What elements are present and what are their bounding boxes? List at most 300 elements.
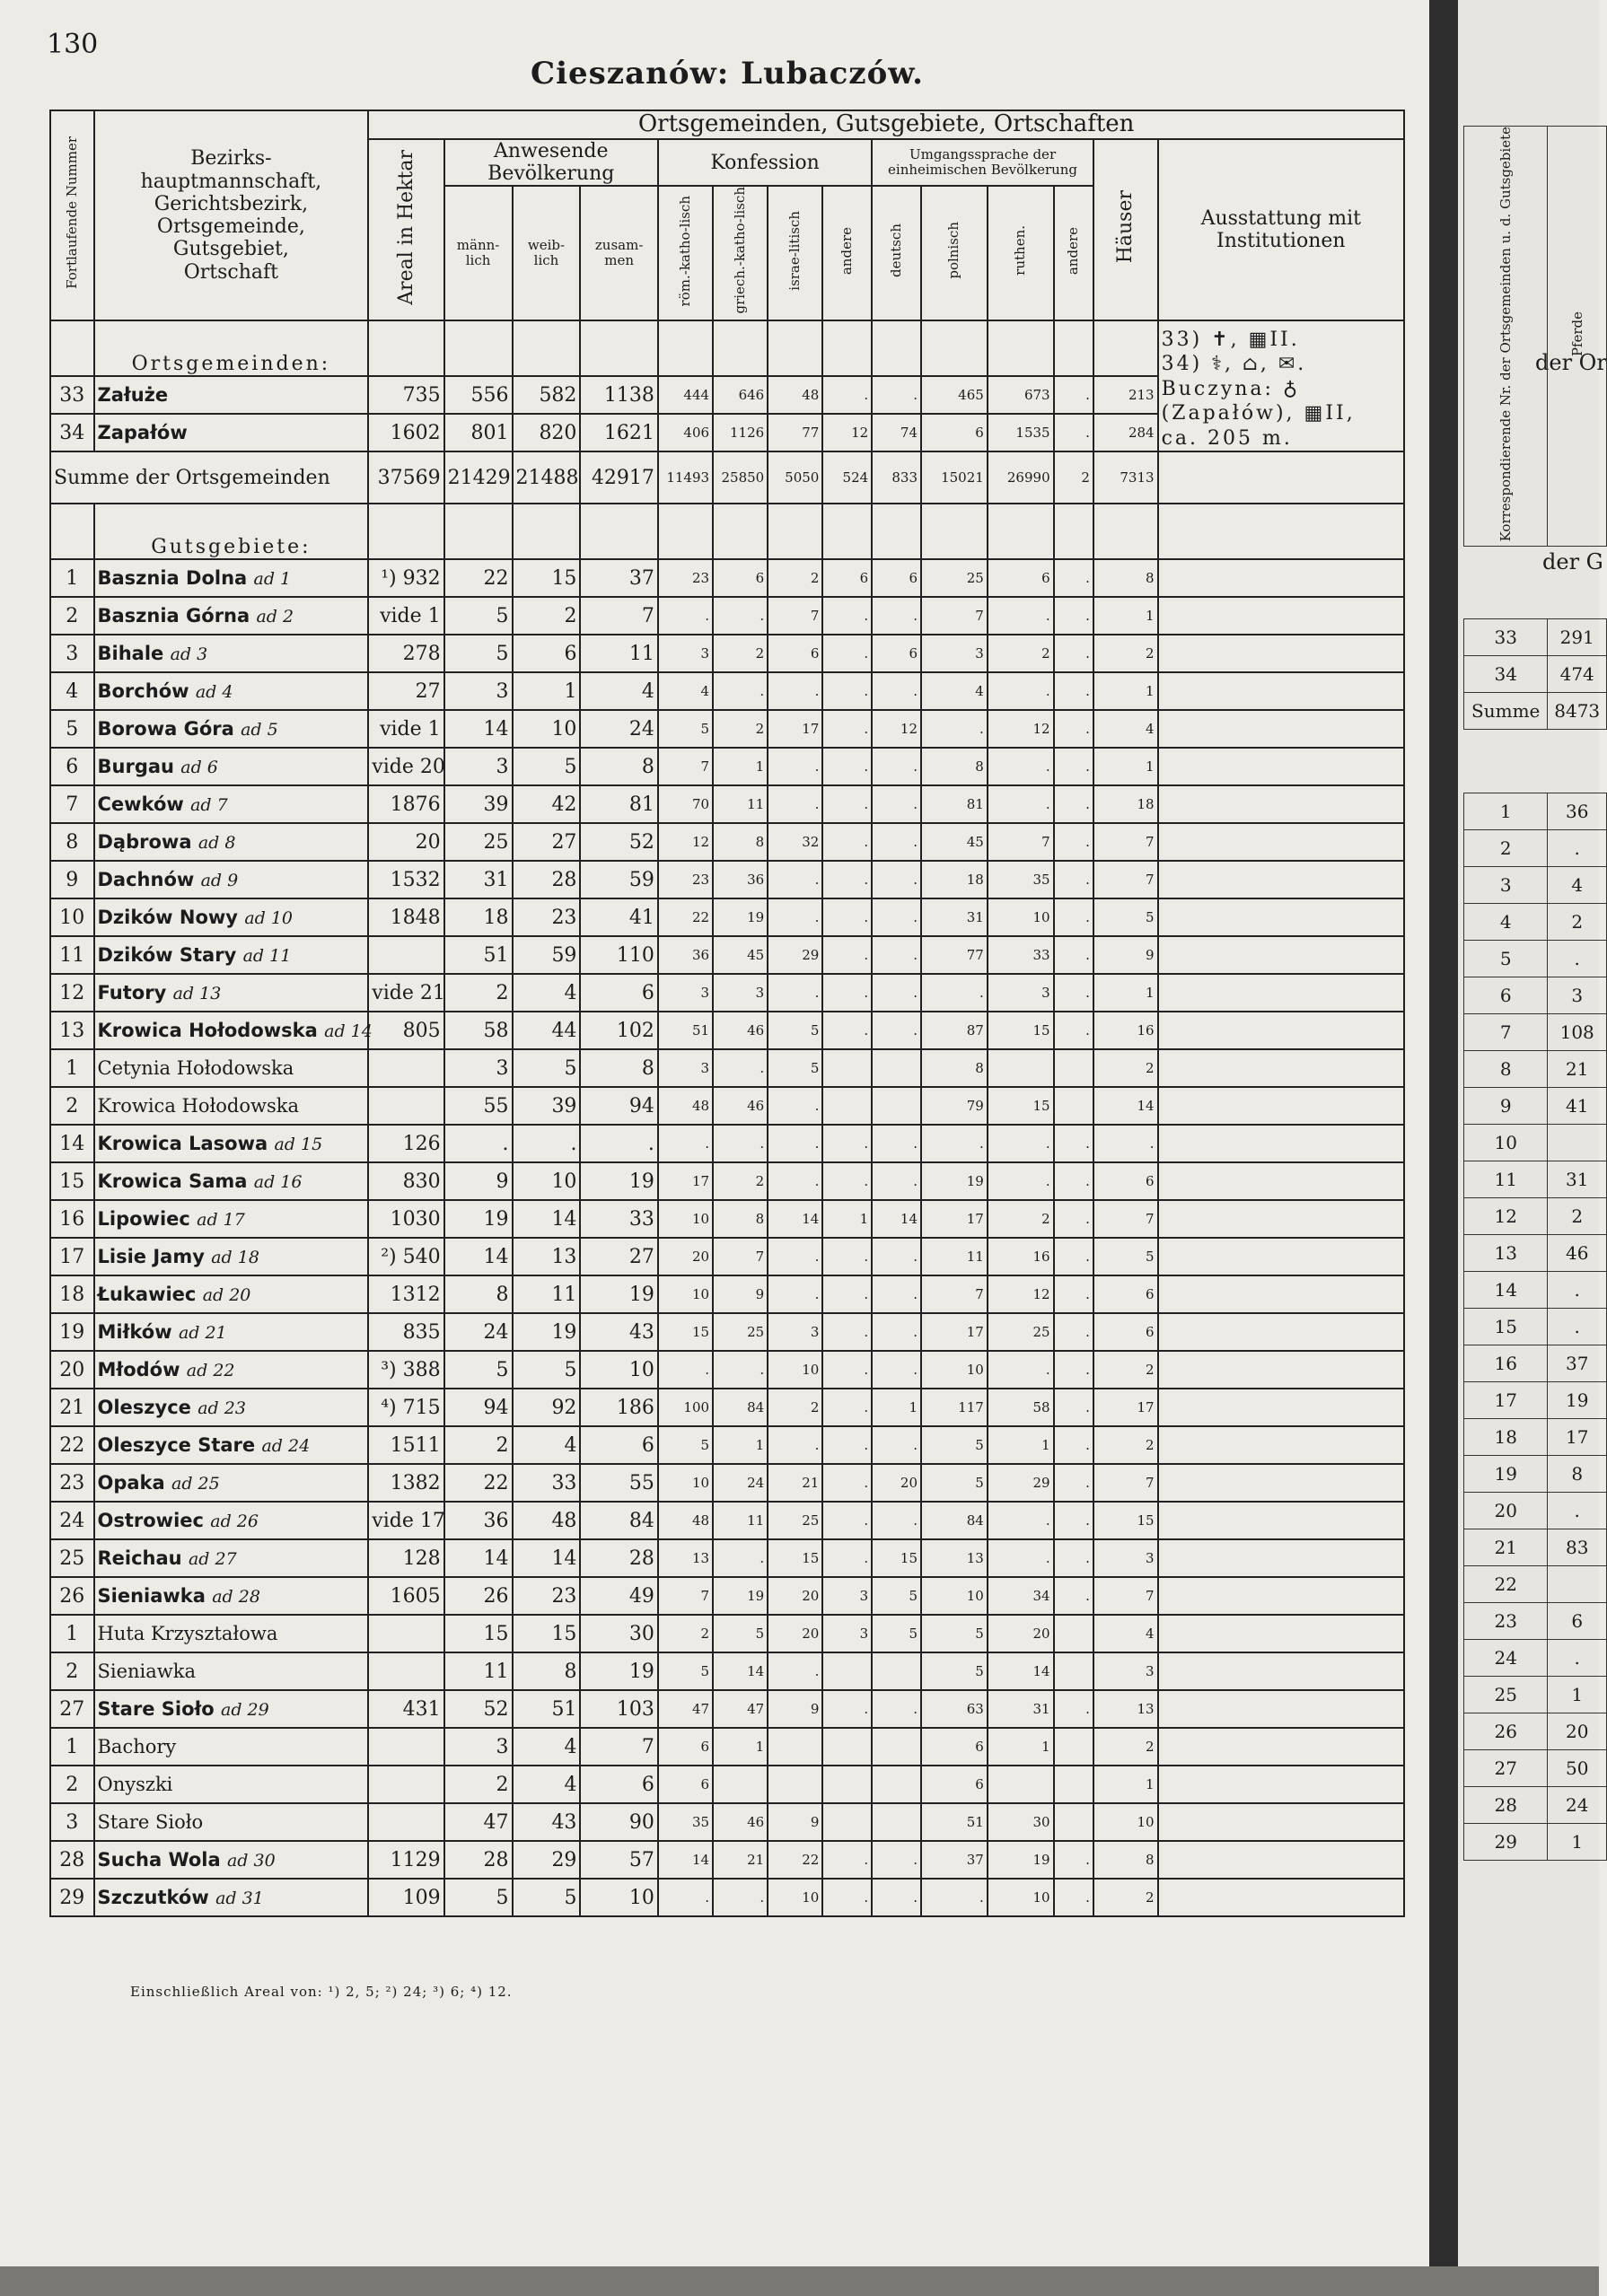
cell-ru: 1 <box>988 1728 1054 1766</box>
cell-is: 9 <box>768 1803 822 1841</box>
cell-ak: . <box>822 785 872 823</box>
cell-is: . <box>768 1125 822 1162</box>
right-cell: 29 <box>1464 1824 1548 1861</box>
sum-h: 7313 <box>1093 451 1158 504</box>
cell-m: 55 <box>444 1087 513 1125</box>
cell-area: 1848 <box>368 898 443 936</box>
cell-m: 22 <box>444 559 513 597</box>
right-estate-row <box>1464 1566 1607 1603</box>
cell-ak: . <box>822 635 872 672</box>
cell-ru: 3 <box>988 974 1054 1012</box>
cell-rk: 13 <box>658 1539 713 1577</box>
cell-f: 39 <box>513 1087 581 1125</box>
cell-rk: 100 <box>658 1389 713 1426</box>
institution-note: 34) ⚕, ⌂, ✉. Buczyna: ♁ (Zapałów), ▦II, ca. 205 m. <box>1161 353 1356 450</box>
right-cell <box>1548 1125 1607 1161</box>
cell-ru: 35 <box>988 861 1054 898</box>
cell-t: 6 <box>580 1766 657 1803</box>
blank <box>1158 504 1404 559</box>
cell-is: . <box>768 1275 822 1313</box>
cell-de: . <box>872 1690 921 1728</box>
cell-gk: 36 <box>713 861 768 898</box>
cell-is: 15 <box>768 1539 822 1577</box>
estate-row <box>50 936 1404 974</box>
place-name-text: Huta Krzyształowa <box>97 1623 278 1645</box>
cell-gk: . <box>713 1539 768 1577</box>
cell-pl: 18 <box>921 861 988 898</box>
right-cell: 2 <box>1548 904 1607 941</box>
cell-de: 6 <box>872 635 921 672</box>
place-name-text: Zapałów <box>97 422 188 444</box>
row-number: 9 <box>50 861 94 898</box>
cell-ak: . <box>822 823 872 861</box>
institution-note: 33) ✝, ▦II. <box>1161 328 1300 351</box>
cell-h: 10 <box>1093 1803 1158 1841</box>
right-cell: . <box>1548 941 1607 977</box>
ad-reference: ad 13 <box>172 984 222 1004</box>
cell-area: 20 <box>368 823 443 861</box>
place-name <box>94 785 369 823</box>
cell-gk: 11 <box>713 785 768 823</box>
cell-ak: . <box>822 1879 872 1916</box>
cell-f: 43 <box>513 1803 581 1841</box>
cell-ak: . <box>822 710 872 748</box>
cell-ak: 1 <box>822 1200 872 1238</box>
ad-reference: ad 16 <box>253 1172 303 1193</box>
estate-sub-row <box>50 1766 1404 1803</box>
sum-rk: 11493 <box>658 451 713 504</box>
cell-h: 7 <box>1093 861 1158 898</box>
cell-pl: 17 <box>921 1313 988 1351</box>
cell-rk: 7 <box>658 1577 713 1615</box>
cell-ak <box>822 1049 872 1087</box>
ad-reference: ad 15 <box>274 1135 323 1155</box>
row-number: 2 <box>50 597 94 635</box>
right-estate-row <box>1464 1787 1607 1824</box>
cell-t: 94 <box>580 1087 657 1125</box>
place-name-text: Onyszki <box>97 1774 173 1796</box>
cell-ru: 15 <box>988 1012 1054 1049</box>
right-cell: 291 <box>1548 619 1607 656</box>
cell-de <box>872 1049 921 1087</box>
place-name <box>94 1766 369 1803</box>
cell-al: . <box>1054 1502 1093 1539</box>
ad-reference: ad 10 <box>244 908 294 929</box>
ad-reference: ad 6 <box>180 758 218 778</box>
cell-ru: 25 <box>988 1313 1054 1351</box>
cell-al: . <box>1054 414 1093 451</box>
row-number: 26 <box>50 1577 94 1615</box>
cell-is: 48 <box>768 376 822 414</box>
cell-pl: 37 <box>921 1841 988 1879</box>
cell-gk: 3 <box>713 974 768 1012</box>
cell-m: 24 <box>444 1313 513 1351</box>
cell-de: 5 <box>872 1577 921 1615</box>
place-name <box>94 1652 369 1690</box>
header-male: männ-lich <box>444 186 513 320</box>
place-name-text: Miłków <box>97 1321 172 1344</box>
blank <box>872 504 921 559</box>
cell-pl: 81 <box>921 785 988 823</box>
institutions-empty <box>1158 1539 1404 1577</box>
cell-al: . <box>1054 1577 1093 1615</box>
cell-al: . <box>1054 1012 1093 1049</box>
cell-t: 59 <box>580 861 657 898</box>
ad-reference: ad 17 <box>197 1210 245 1231</box>
right-cell: Summe <box>1464 693 1548 730</box>
cell-m: 18 <box>444 898 513 936</box>
cell-pl: 5 <box>921 1464 988 1502</box>
place-name <box>94 1389 369 1426</box>
header-german: deutsch <box>887 223 904 278</box>
cell-h: 7 <box>1093 1200 1158 1238</box>
cell-pl: 45 <box>921 823 988 861</box>
cell-pl: 84 <box>921 1502 988 1539</box>
institutions-cell <box>1158 320 1404 451</box>
cell-ak: . <box>822 936 872 974</box>
cell-t: 24 <box>580 710 657 748</box>
cell-al: . <box>1054 1313 1093 1351</box>
cell-f: 28 <box>513 861 581 898</box>
right-cell: 16 <box>1464 1345 1548 1382</box>
institutions-empty <box>1158 1200 1404 1238</box>
row-number: 4 <box>50 672 94 710</box>
cell-h: 9 <box>1093 936 1158 974</box>
cell-f: 5 <box>513 1049 581 1087</box>
cell-f: 23 <box>513 898 581 936</box>
cell-area <box>368 1615 443 1652</box>
cell-f: 13 <box>513 1238 581 1275</box>
cell-f: 4 <box>513 1426 581 1464</box>
cell-h: 13 <box>1093 1690 1158 1728</box>
cell-gk: 8 <box>713 1200 768 1238</box>
ad-reference: ad 11 <box>242 946 292 967</box>
place-name-text: Dąbrowa <box>97 831 192 854</box>
estate-row <box>50 1125 1404 1162</box>
cell-is: . <box>768 1652 822 1690</box>
cell-m: 25 <box>444 823 513 861</box>
cell-m: 26 <box>444 1577 513 1615</box>
right-cell: 37 <box>1548 1345 1607 1382</box>
institutions-empty <box>1158 672 1404 710</box>
estate-row <box>50 748 1404 785</box>
section-estates-row <box>50 504 1404 559</box>
row-number: 13 <box>50 1012 94 1049</box>
table-header <box>50 110 1404 320</box>
estate-row <box>50 597 1404 635</box>
estate-row <box>50 1012 1404 1049</box>
sum-ru: 26990 <box>988 451 1054 504</box>
cell-ak <box>822 1087 872 1125</box>
cell-h: 2 <box>1093 1049 1158 1087</box>
place-name-text: Oleszyce Stare <box>97 1434 256 1457</box>
section-communes-row <box>50 320 1404 376</box>
cell-area: 1129 <box>368 1841 443 1879</box>
cell-de: . <box>872 1351 921 1389</box>
right-cell: 41 <box>1548 1088 1607 1125</box>
cell-h: 7 <box>1093 1577 1158 1615</box>
right-sum-row <box>1464 693 1607 730</box>
place-name <box>94 414 369 451</box>
row-number: 8 <box>50 823 94 861</box>
cell-t: 57 <box>580 1841 657 1879</box>
right-estate-row <box>1464 830 1607 867</box>
place-name <box>94 1577 369 1615</box>
cell-is: . <box>768 1162 822 1200</box>
cell-gk: 46 <box>713 1087 768 1125</box>
cell-de: 6 <box>872 559 921 597</box>
cell-h: 3 <box>1093 1539 1158 1577</box>
institutions-empty <box>1158 1351 1404 1389</box>
cell-t: 10 <box>580 1879 657 1916</box>
cell-pl: 8 <box>921 748 988 785</box>
cell-ak <box>822 1728 872 1766</box>
cell-area: 27 <box>368 672 443 710</box>
cell-f: 15 <box>513 1615 581 1652</box>
cell-f: 6 <box>513 635 581 672</box>
sum-area: 37569 <box>368 451 443 504</box>
cell-de: . <box>872 898 921 936</box>
cell-gk: 7 <box>713 1238 768 1275</box>
cell-gk: . <box>713 672 768 710</box>
cell-t: 11 <box>580 635 657 672</box>
cell-f: 5 <box>513 1879 581 1916</box>
right-cell: 1 <box>1548 1677 1607 1713</box>
cell-t: 103 <box>580 1690 657 1728</box>
cell-is: . <box>768 748 822 785</box>
institutions-empty <box>1158 823 1404 861</box>
cell-f: 42 <box>513 785 581 823</box>
cell-gk: 45 <box>713 936 768 974</box>
right-cell <box>1548 1566 1607 1603</box>
estate-row <box>50 1238 1404 1275</box>
cell-pl: 31 <box>921 898 988 936</box>
cell-f: 59 <box>513 936 581 974</box>
estate-row <box>50 1841 1404 1879</box>
cell-de: . <box>872 823 921 861</box>
cell-t: 19 <box>580 1652 657 1690</box>
right-cell: 21 <box>1548 1051 1607 1088</box>
cell-rk: . <box>658 1125 713 1162</box>
cell-gk: 21 <box>713 1841 768 1879</box>
cell-t: 6 <box>580 1426 657 1464</box>
cell-rk: 10 <box>658 1200 713 1238</box>
right-cell: 7 <box>1464 1014 1548 1051</box>
cell-rk: 70 <box>658 785 713 823</box>
cell-is <box>768 1728 822 1766</box>
cell-area: vide 21 <box>368 974 443 1012</box>
place-name-text: Krowica Lasowa <box>97 1133 268 1155</box>
ad-reference: ad 5 <box>241 720 278 741</box>
cell-de: . <box>872 861 921 898</box>
row-number: 10 <box>50 898 94 936</box>
institutions-empty <box>1158 451 1404 504</box>
place-name-text: Krowica Sama <box>97 1170 248 1193</box>
row-number: 2 <box>50 1087 94 1125</box>
right-commune-row <box>1464 619 1607 656</box>
cell-h: 7 <box>1093 823 1158 861</box>
cell-t: 102 <box>580 1012 657 1049</box>
cell-rk: 5 <box>658 1426 713 1464</box>
cell-gk: 11 <box>713 1502 768 1539</box>
cell-m: 94 <box>444 1389 513 1426</box>
cell-f: 1 <box>513 672 581 710</box>
cell-t: 52 <box>580 823 657 861</box>
cell-al: . <box>1054 710 1093 748</box>
cell-t: 7 <box>580 1728 657 1766</box>
cell-area: vide 17 <box>368 1502 443 1539</box>
cell-is: 2 <box>768 559 822 597</box>
right-cell: 27 <box>1464 1750 1548 1787</box>
right-cell: 28 <box>1464 1787 1548 1824</box>
right-estate-row <box>1464 1051 1607 1088</box>
right-cell: 20 <box>1548 1713 1607 1750</box>
cell-gk: 1126 <box>713 414 768 451</box>
cell-de: . <box>872 1012 921 1049</box>
cell-ak: . <box>822 672 872 710</box>
cell-pl: 4 <box>921 672 988 710</box>
cell-h: 1 <box>1093 748 1158 785</box>
ad-reference: ad 22 <box>186 1361 235 1381</box>
row-number: 16 <box>50 1200 94 1238</box>
cell-area: ³) 388 <box>368 1351 443 1389</box>
cell-f: 44 <box>513 1012 581 1049</box>
cell-f: 33 <box>513 1464 581 1502</box>
estate-row <box>50 1577 1404 1615</box>
cell-f: 820 <box>513 414 581 451</box>
row-number: 20 <box>50 1351 94 1389</box>
place-name <box>94 1125 369 1162</box>
cell-al <box>1054 1728 1093 1766</box>
cell-f: . <box>513 1125 581 1162</box>
right-cell: 24 <box>1464 1640 1548 1677</box>
cell-ru <box>988 1049 1054 1087</box>
cell-pl: 19 <box>921 1162 988 1200</box>
cell-ru: . <box>988 1351 1054 1389</box>
cell-ak: 3 <box>822 1615 872 1652</box>
cell-ak: 12 <box>822 414 872 451</box>
place-name <box>94 1841 369 1879</box>
cell-t: 6 <box>580 974 657 1012</box>
cell-ak: 3 <box>822 1577 872 1615</box>
cell-al <box>1054 1766 1093 1803</box>
cell-de: 12 <box>872 710 921 748</box>
right-estate-row <box>1464 1345 1607 1382</box>
cell-rk: 4 <box>658 672 713 710</box>
cell-t: 19 <box>580 1162 657 1200</box>
cell-ak: . <box>822 1690 872 1728</box>
cell-is: . <box>768 1426 822 1464</box>
cell-rk: 3 <box>658 974 713 1012</box>
row-number: 18 <box>50 1275 94 1313</box>
cell-rk: 5 <box>658 1652 713 1690</box>
cell-f: 10 <box>513 710 581 748</box>
cell-al: . <box>1054 861 1093 898</box>
right-cell: 5 <box>1464 941 1548 977</box>
cell-is: . <box>768 1238 822 1275</box>
cell-f: 582 <box>513 376 581 414</box>
cell-de: . <box>872 1502 921 1539</box>
right-cell: 12 <box>1464 1198 1548 1235</box>
place-name <box>94 559 369 597</box>
cell-h: 5 <box>1093 898 1158 936</box>
cell-area: 1876 <box>368 785 443 823</box>
cell-m: 52 <box>444 1690 513 1728</box>
place-name <box>94 1351 369 1389</box>
cell-de: 20 <box>872 1464 921 1502</box>
header-language: Umgangssprache der einheimischen Bevölkerung <box>872 139 1093 187</box>
cell-f: 4 <box>513 1766 581 1803</box>
row-number: 24 <box>50 1502 94 1539</box>
cell-gk: 646 <box>713 376 768 414</box>
institutions-empty <box>1158 936 1404 974</box>
ad-reference: ad 31 <box>215 1889 264 1909</box>
cell-h: 17 <box>1093 1389 1158 1426</box>
right-estate-row <box>1464 1235 1607 1272</box>
cell-al: . <box>1054 1238 1093 1275</box>
cell-ru: 19 <box>988 1841 1054 1879</box>
cell-al: . <box>1054 1351 1093 1389</box>
right-cell: 6 <box>1464 977 1548 1014</box>
estate-row <box>50 785 1404 823</box>
right-cell: 34 <box>1464 656 1548 693</box>
place-name-text: Basznia Dolna <box>97 567 248 590</box>
cell-t: 8 <box>580 1049 657 1087</box>
cell-gk: . <box>713 1879 768 1916</box>
cell-pl: 11 <box>921 1238 988 1275</box>
cell-m: 556 <box>444 376 513 414</box>
right-estate-row <box>1464 1419 1607 1456</box>
cell-area: 128 <box>368 1539 443 1577</box>
sum-is: 5050 <box>768 451 822 504</box>
sum-de: 833 <box>872 451 921 504</box>
cell-t: 49 <box>580 1577 657 1615</box>
right-estate-row <box>1464 1382 1607 1419</box>
right-cell: 3 <box>1548 977 1607 1014</box>
cell-gk: . <box>713 1125 768 1162</box>
cell-al: . <box>1054 898 1093 936</box>
cell-t: 7 <box>580 597 657 635</box>
place-name-text: Borowa Góra <box>97 718 234 741</box>
blank <box>713 504 768 559</box>
row-number: 1 <box>50 1728 94 1766</box>
right-cell: 4 <box>1464 904 1548 941</box>
cell-t: 90 <box>580 1803 657 1841</box>
cell-is: 5 <box>768 1012 822 1049</box>
cell-ak: . <box>822 1238 872 1275</box>
right-cell: 1 <box>1548 1824 1607 1861</box>
sum-al: 2 <box>1054 451 1093 504</box>
cell-al: . <box>1054 1841 1093 1879</box>
cell-ru: 16 <box>988 1238 1054 1275</box>
header-polish: polnisch <box>945 222 962 280</box>
cell-gk: 14 <box>713 1652 768 1690</box>
right-cell: 1 <box>1464 793 1548 830</box>
cell-is: 3 <box>768 1313 822 1351</box>
blank <box>444 504 513 559</box>
cell-gk: 8 <box>713 823 768 861</box>
cell-t: 10 <box>580 1351 657 1389</box>
cell-m: 3 <box>444 672 513 710</box>
cell-t: 1621 <box>580 414 657 451</box>
ad-reference: ad 25 <box>171 1474 220 1494</box>
ad-reference: ad 8 <box>198 833 236 854</box>
cell-pl: 7 <box>921 597 988 635</box>
cell-ru: . <box>988 1539 1054 1577</box>
cell-t: 186 <box>580 1389 657 1426</box>
place-name-text: Sieniawka <box>97 1661 197 1683</box>
right-label-mid: der G <box>1542 549 1603 574</box>
